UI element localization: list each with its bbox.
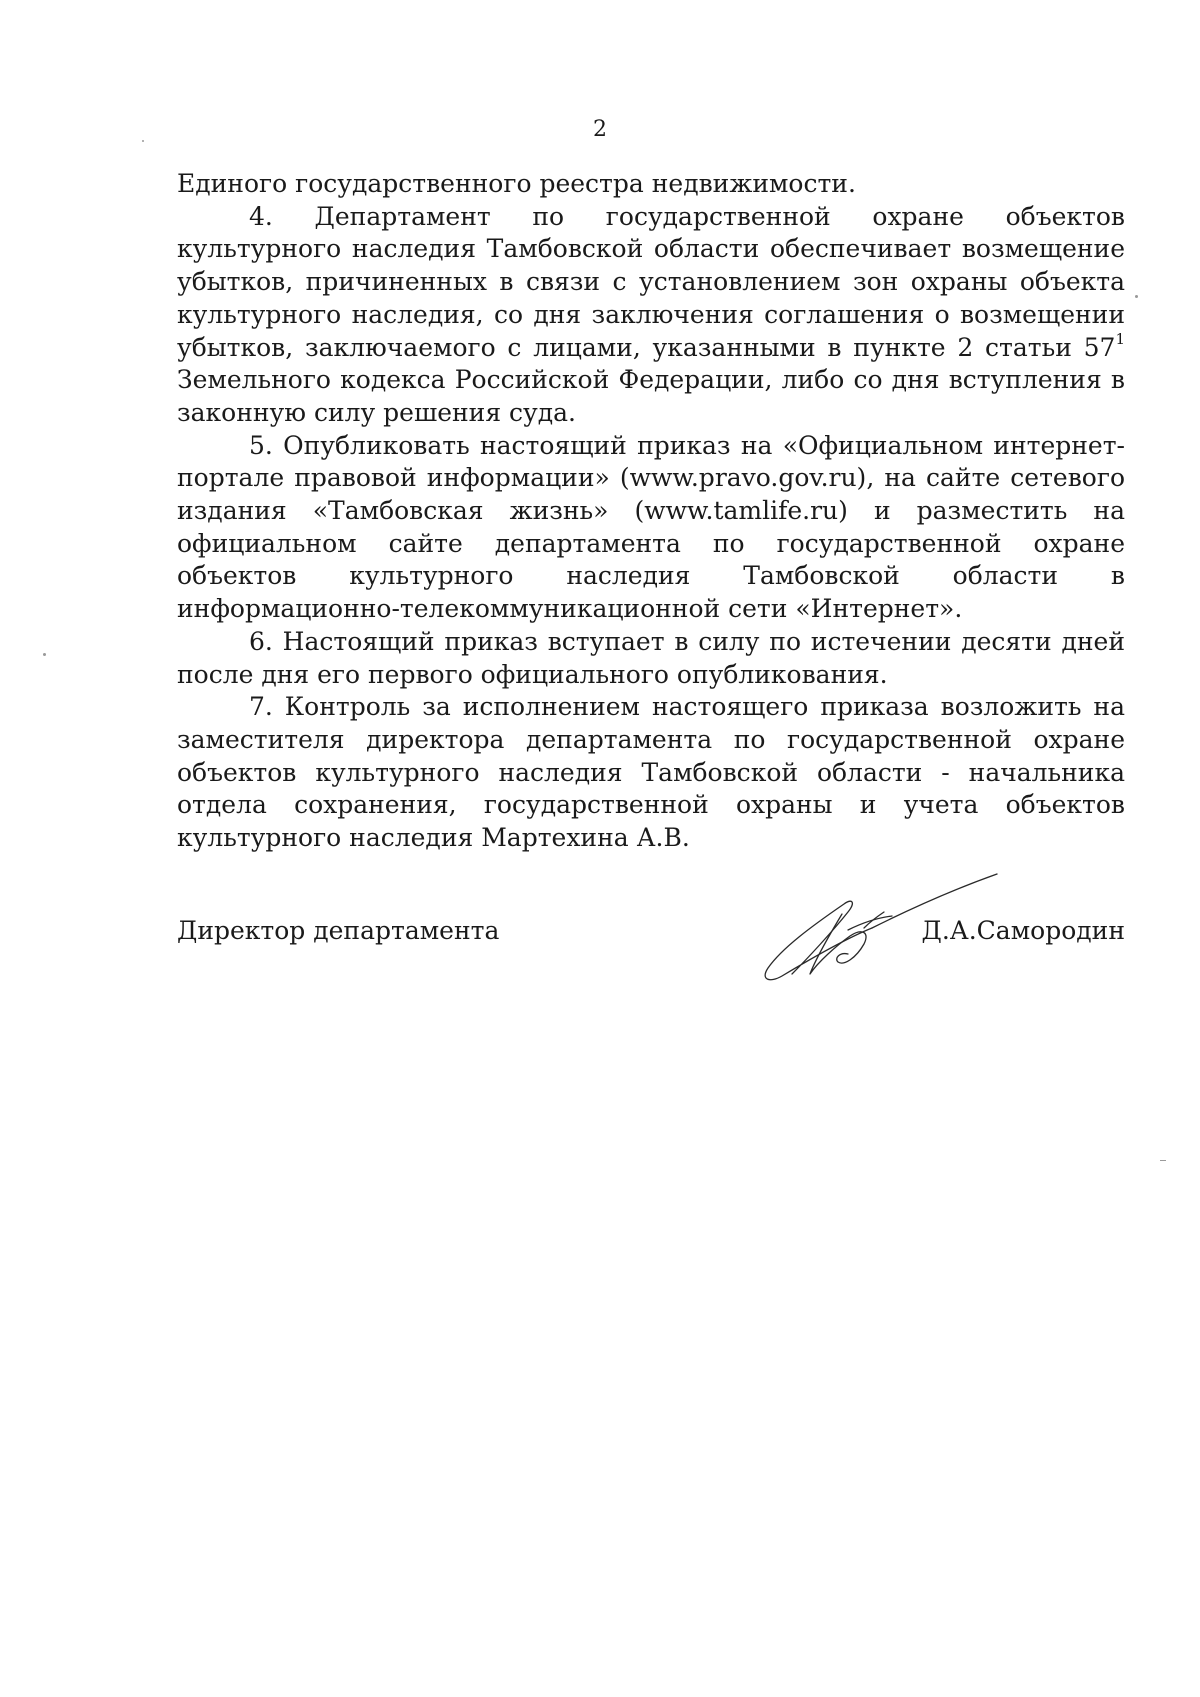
paragraph-item-6: 6. Настоящий приказ вступает в силу по истечении десяти дней после дня его первого официального опубликования. bbox=[177, 626, 1125, 689]
signatory-position: Директор департамента bbox=[177, 916, 500, 945]
paragraph-item-7: 7. Контроль за исполнением настоящего приказа возложить на заместителя директора департамента по государственной охране объектов культурного наследия Тамбовской области - начальника отдела сохранения, государственной охраны и учета объектов культурного наследия Мартехина А.В. bbox=[177, 692, 1125, 853]
scan-speck bbox=[142, 140, 144, 142]
paragraph-item-4-text-after: Земельного кодекса Российской Федерации, либо со дня вступления в законную силу решения суда. bbox=[177, 365, 1125, 427]
signatory-name: Д.А.Самородин bbox=[921, 916, 1125, 945]
paragraph-item-4 bbox=[177, 201, 1125, 430]
handwritten-signature bbox=[752, 858, 1002, 988]
document-body bbox=[177, 168, 1125, 855]
paragraph-continuation: Единого государственного реестра недвижимости. bbox=[177, 169, 856, 198]
superscript-article-index: 1 bbox=[1115, 330, 1125, 349]
scan-speck bbox=[43, 653, 46, 656]
scan-speck bbox=[1160, 1160, 1166, 1161]
paragraph-item-5: 5. Опубликовать настоящий приказ на «Официальном интернет-портале правовой информации» (www.pravo.gov.ru), на сайте сетевого издания «Тамбовская жизнь» (www.tamlife.ru) и разместить на официальном сайте департамента по государственной охране объектов культурного наследия Тамбовской области в информационно-телекоммуникационной сети «Интернет». bbox=[177, 430, 1125, 624]
page-number: 2 bbox=[593, 117, 607, 142]
scan-speck bbox=[1135, 295, 1138, 298]
paragraph-item-4-text-before: 4. Департамент по государственной охране объектов культурного наследия Тамбовской области обеспечивает возмещение убытков, причиненных в связи с установлением зон охраны объекта культурного наследия, со дня заключения соглашения о возмещении убытков, заключаемого с лицами, указанными в пункте 2 статьи 57 bbox=[177, 201, 1125, 362]
